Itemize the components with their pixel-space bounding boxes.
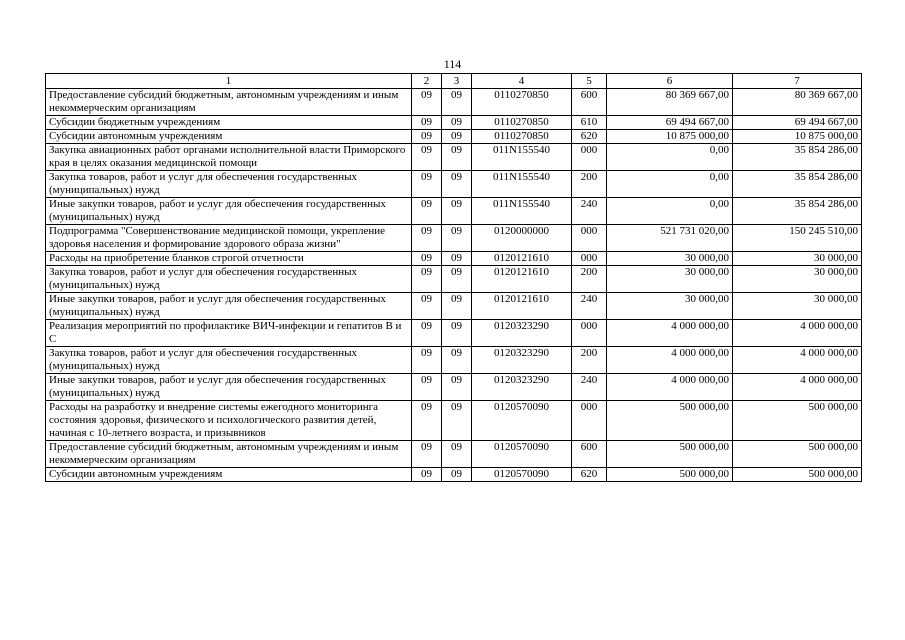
table-row [46,89,862,116]
row-amount-1: 500 000,00 [607,468,733,482]
row-section: 09 [412,225,442,252]
row-subsection: 09 [442,252,472,266]
row-section: 09 [412,401,442,441]
row-amount-1: 500 000,00 [607,401,733,441]
row-amount-2: 10 875 000,00 [733,130,862,144]
row-section: 09 [412,347,442,374]
table-row [46,130,862,144]
row-section: 09 [412,116,442,130]
row-name: Предоставление субсидий бюджетным, автономным учреждениям и иным некоммерческим организациям [46,89,412,116]
row-subsection: 09 [442,266,472,293]
row-subsection: 09 [442,347,472,374]
row-amount-2: 30 000,00 [733,293,862,320]
row-amount-1: 0,00 [607,144,733,171]
row-subsection: 09 [442,468,472,482]
row-amount-2: 30 000,00 [733,252,862,266]
row-amount-1: 0,00 [607,198,733,225]
row-amount-2: 4 000 000,00 [733,374,862,401]
row-expense-type: 240 [572,293,607,320]
row-amount-1: 69 494 667,00 [607,116,733,130]
row-section: 09 [412,144,442,171]
row-name: Закупка товаров, работ и услуг для обеспечения государственных (муниципальных) нужд [46,171,412,198]
table-row [46,171,862,198]
table-row [46,198,862,225]
row-amount-1: 10 875 000,00 [607,130,733,144]
row-target-code: 0120323290 [472,320,572,347]
row-expense-type: 600 [572,441,607,468]
row-subsection: 09 [442,441,472,468]
row-subsection: 09 [442,144,472,171]
row-amount-2: 35 854 286,00 [733,171,862,198]
table-row [46,401,862,441]
row-name: Иные закупки товаров, работ и услуг для обеспечения государственных (муниципальных) нужд [46,198,412,225]
header-row [46,74,862,89]
row-section: 09 [412,468,442,482]
row-amount-1: 4 000 000,00 [607,347,733,374]
table-row [46,374,862,401]
row-amount-2: 4 000 000,00 [733,347,862,374]
row-name: Субсидии автономным учреждениям [46,130,412,144]
row-section: 09 [412,89,442,116]
row-expense-type: 000 [572,320,607,347]
row-expense-type: 000 [572,144,607,171]
row-target-code: 0120121610 [472,293,572,320]
row-target-code: 0120000000 [472,225,572,252]
row-subsection: 09 [442,116,472,130]
row-target-code: 0120323290 [472,374,572,401]
row-subsection: 09 [442,171,472,198]
row-amount-1: 30 000,00 [607,252,733,266]
row-target-code: 0110270850 [472,116,572,130]
budget-table [45,73,862,482]
row-name: Предоставление субсидий бюджетным, автономным учреждениям и иным некоммерческим организациям [46,441,412,468]
row-expense-type: 620 [572,468,607,482]
table-row [46,144,862,171]
row-amount-2: 35 854 286,00 [733,144,862,171]
table-row [46,266,862,293]
row-target-code: 0110270850 [472,89,572,116]
row-expense-type: 200 [572,347,607,374]
row-amount-1: 4 000 000,00 [607,374,733,401]
row-expense-type: 620 [572,130,607,144]
row-amount-2: 150 245 510,00 [733,225,862,252]
row-amount-1: 4 000 000,00 [607,320,733,347]
table-row [46,468,862,482]
header-cell: 4 [472,74,572,89]
row-name: Подпрограмма "Совершенствование медицинской помощи, укрепление здоровья населения и формирование здорового образа жизни" [46,225,412,252]
row-expense-type: 240 [572,374,607,401]
header-cell: 7 [733,74,862,89]
row-name: Субсидии бюджетным учреждениям [46,116,412,130]
header-cell: 6 [607,74,733,89]
row-section: 09 [412,293,442,320]
table-row [46,293,862,320]
row-amount-2: 69 494 667,00 [733,116,862,130]
row-name: Реализация мероприятий по профилактике ВИЧ-инфекции и гепатитов В и С [46,320,412,347]
row-amount-1: 30 000,00 [607,293,733,320]
row-name: Закупка авиационных работ органами исполнительной власти Приморского края в целях оказания медицинской помощи [46,144,412,171]
row-target-code: 0120570090 [472,401,572,441]
row-subsection: 09 [442,293,472,320]
table-row [46,225,862,252]
row-expense-type: 000 [572,401,607,441]
row-target-code: 0120121610 [472,252,572,266]
row-target-code: 011N155540 [472,198,572,225]
row-expense-type: 610 [572,116,607,130]
row-target-code: 0120323290 [472,347,572,374]
row-amount-2: 500 000,00 [733,401,862,441]
header-cell: 5 [572,74,607,89]
row-amount-2: 4 000 000,00 [733,320,862,347]
row-amount-2: 30 000,00 [733,266,862,293]
row-amount-2: 500 000,00 [733,441,862,468]
row-section: 09 [412,198,442,225]
row-section: 09 [412,130,442,144]
row-expense-type: 000 [572,252,607,266]
table-row [46,320,862,347]
row-name: Иные закупки товаров, работ и услуг для обеспечения государственных (муниципальных) нужд [46,374,412,401]
row-name: Закупка товаров, работ и услуг для обеспечения государственных (муниципальных) нужд [46,266,412,293]
row-subsection: 09 [442,198,472,225]
table-row [46,347,862,374]
row-subsection: 09 [442,225,472,252]
row-expense-type: 200 [572,171,607,198]
row-target-code: 0120570090 [472,468,572,482]
row-section: 09 [412,320,442,347]
row-subsection: 09 [442,401,472,441]
row-amount-2: 35 854 286,00 [733,198,862,225]
row-amount-2: 80 369 667,00 [733,89,862,116]
row-target-code: 0110270850 [472,130,572,144]
row-amount-1: 0,00 [607,171,733,198]
row-name: Иные закупки товаров, работ и услуг для обеспечения государственных (муниципальных) нужд [46,293,412,320]
row-section: 09 [412,441,442,468]
row-expense-type: 600 [572,89,607,116]
row-amount-1: 521 731 020,00 [607,225,733,252]
row-target-code: 011N155540 [472,144,572,171]
row-subsection: 09 [442,374,472,401]
row-name: Расходы на разработку и внедрение системы ежегодного мониторинга состояния здоровья, физического и психологического развития детей, начиная с 10-летнего возраста, и призывников [46,401,412,441]
row-name: Закупка товаров, работ и услуг для обеспечения государственных (муниципальных) нужд [46,347,412,374]
header-cell: 2 [412,74,442,89]
header-cell: 1 [46,74,412,89]
row-subsection: 09 [442,89,472,116]
row-name: Расходы на приобретение бланков строгой отчетности [46,252,412,266]
row-subsection: 09 [442,320,472,347]
page-number: 114 [443,57,462,71]
table-row [46,441,862,468]
row-section: 09 [412,374,442,401]
row-target-code: 0120121610 [472,266,572,293]
row-target-code: 0120570090 [472,441,572,468]
row-amount-1: 80 369 667,00 [607,89,733,116]
row-amount-1: 30 000,00 [607,266,733,293]
row-expense-type: 200 [572,266,607,293]
row-section: 09 [412,266,442,293]
row-name: Субсидии автономным учреждениям [46,468,412,482]
row-amount-2: 500 000,00 [733,468,862,482]
row-target-code: 011N155540 [472,171,572,198]
header-cell: 3 [442,74,472,89]
row-section: 09 [412,171,442,198]
table-row [46,116,862,130]
row-expense-type: 240 [572,198,607,225]
row-amount-1: 500 000,00 [607,441,733,468]
row-expense-type: 000 [572,225,607,252]
row-subsection: 09 [442,130,472,144]
table-row [46,252,862,266]
row-section: 09 [412,252,442,266]
